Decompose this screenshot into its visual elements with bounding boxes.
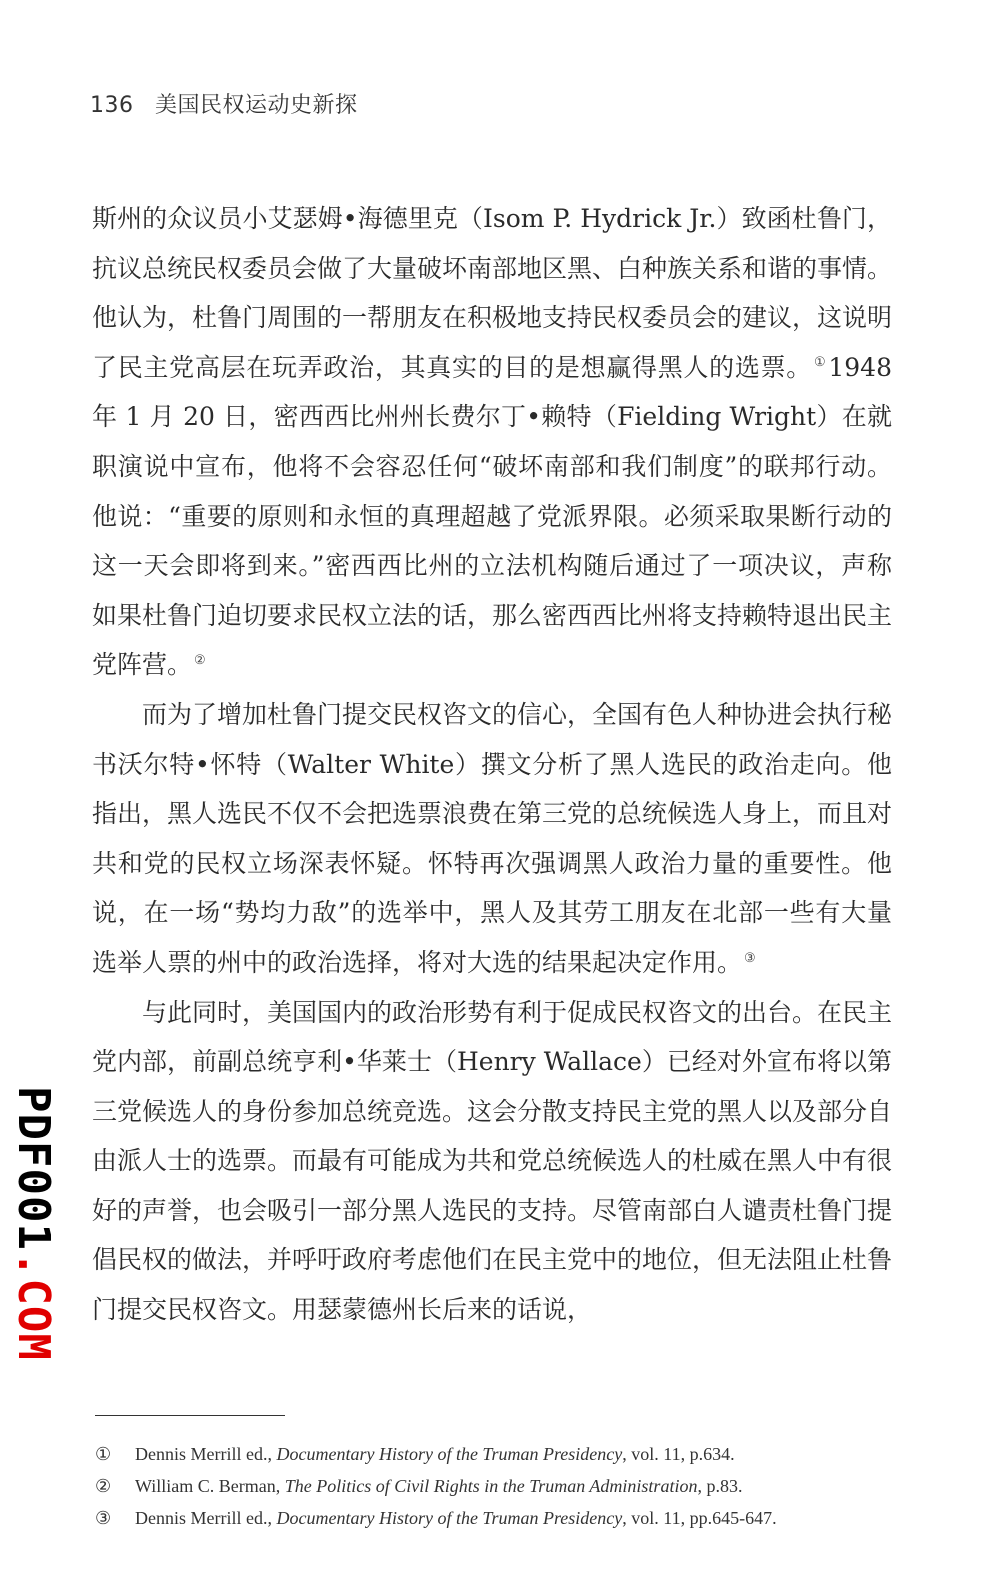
footnote-2-author: William C. Berman, <box>135 1476 281 1496</box>
footnote-ref-2: ② <box>194 653 206 669</box>
book-title: 美国民权运动史新探 <box>155 93 358 118</box>
running-header <box>90 88 358 119</box>
footnote-3-location: , vol. 11, pp.645-647. <box>622 1508 777 1528</box>
footnote-1-title: Documentary History of the Truman Presidency <box>276 1444 623 1464</box>
watermark-text-black: PDF001 <box>8 1086 59 1251</box>
footnote-divider <box>95 1415 285 1416</box>
footnotes <box>95 1438 895 1534</box>
watermark-text-red: .COM <box>8 1250 59 1361</box>
footnote-3-title: Documentary History of the Truman Presidency <box>276 1508 623 1528</box>
paragraph-1-part-1: 斯州的众议员小艾瑟姆•海德里克（Isom P. Hydrick Jr.）致函杜鲁门，抗议总统民权委员会做了大量破坏南部地区黑、白种族关系和谐的事情。他认为，杜鲁门周围的一帮朋友在积极地支持民权委员会的建议，这说明了民主党高层在玩弄政治，其真实的目的是想赢得黑人的选票。 <box>92 204 893 382</box>
footnote-2-location: , p.83. <box>697 1476 743 1496</box>
paragraph-2-text: 而为了增加杜鲁门提交民权咨文的信心，全国有色人种协进会执行秘书沃尔特•怀特（Walter White）撰文分析了黑人选民的政治走向。他指出，黑人选民不仅不会把选票浪费在第三党的总统候选人身上，而且对共和党的民权立场深表怀疑。怀特再次强调黑人政治力量的重要性。他说，在一场“势均力敌”的选举中，黑人及其劳工朋友在北部一些有大量选举人票的州中的政治选择，将对大选的结果起决定作用。 <box>92 699 893 977</box>
footnote-1-author: Dennis Merrill ed., <box>135 1444 272 1464</box>
paragraph-2 <box>92 690 892 988</box>
paragraph-1-part-2: 1948 年 1 月 20 日，密西西比州州长费尔丁•赖特（Fielding Wright）在就职演说中宣布，他将不会容忍任何“破坏南部和我们制度”的联邦行动。他说：“重要的原则和永恒的真理超越了党派界限。必须采取果断行动的这一天会即将到来。”密西西比州的立法机构随后通过了一项决议，声称如果杜鲁门迫切要求民权立法的话，那么密西西比州将支持赖特退出民主党阵营。 <box>92 352 893 680</box>
paragraph-1 <box>92 194 892 690</box>
footnote-3-mark: ③ <box>95 1508 112 1528</box>
page-number: 136 <box>90 93 134 118</box>
footnote-2 <box>95 1470 895 1502</box>
footnote-1-location: , vol. 11, p.634. <box>622 1444 735 1464</box>
watermark <box>8 1086 59 1361</box>
footnote-1-mark: ① <box>95 1444 112 1464</box>
main-text <box>92 194 892 1335</box>
footnote-ref-3: ③ <box>744 950 756 966</box>
footnote-2-title: The Politics of Civil Rights in the Truman Administration <box>284 1476 698 1496</box>
footnote-1 <box>95 1438 895 1470</box>
paragraph-3-text: 与此同时，美国国内的政治形势有利于促成民权咨文的出台。在民主党内部，前副总统亨利•华莱士（Henry Wallace）已经对外宣布将以第三党候选人的身份参加总统竞选。这会分散支持民主党的黑人以及部分自由派人士的选票。而最有可能成为共和党总统候选人的杜威在黑人中有很好的声誉，也会吸引一部分黑人选民的支持。尽管南部白人谴责杜鲁门提倡民权的做法，并呼吁政府考虑他们在民主党中的地位，但无法阻止杜鲁门提交民权咨文。用瑟蒙德州长后来的话说， <box>92 997 893 1325</box>
footnote-2-mark: ② <box>95 1476 112 1496</box>
paragraph-3 <box>92 988 892 1335</box>
footnote-3 <box>95 1502 895 1534</box>
footnote-ref-1: ① <box>814 355 827 371</box>
footnote-3-author: Dennis Merrill ed., <box>135 1508 272 1528</box>
